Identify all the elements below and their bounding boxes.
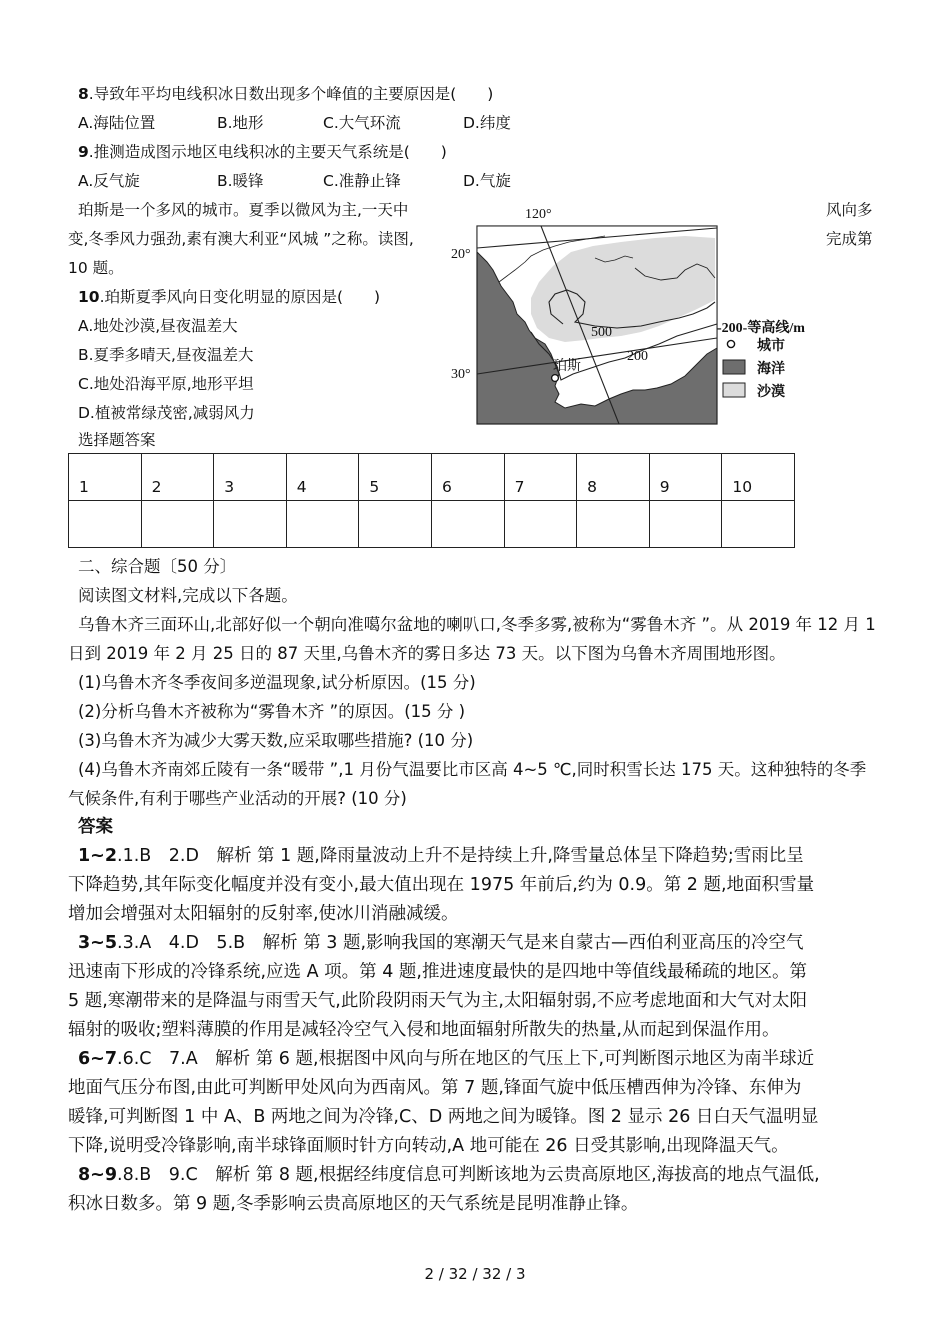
- table-header-cell: 4: [286, 454, 359, 501]
- answer-6-7-line-4: 下降,说明受冷锋影响,南半球锋面顺时针方向转动,A 地可能在 26 日受其影响,出现降温天气。: [68, 1136, 789, 1156]
- option-b: B.暖锋: [217, 172, 264, 190]
- legend-desert-label: 沙漠: [757, 385, 785, 400]
- answer-cell[interactable]: [69, 501, 142, 548]
- city-label: 珀斯: [553, 359, 581, 374]
- city-marker: [552, 375, 559, 382]
- table-header-cell: 2: [141, 454, 214, 501]
- legend-contour-label: -200-等高线/m: [717, 321, 805, 336]
- intro-line-2-tail: 完成第: [826, 230, 873, 248]
- answer-table: [68, 453, 795, 548]
- sub-question-4-line-1: (4)乌鲁木齐南郊丘陵有一条“暖带 ”,1 月份气温要比市区高 4~5 ℃,同时积雪长达 175 天。这种独特的冬季: [78, 760, 867, 779]
- answer-6-7-line-3: 暖锋,可判断图 1 中 A、B 两地之间为冷锋,C、D 两地之间为暖锋。图 2 显示 26 日白天气温明显: [68, 1107, 819, 1127]
- answer-8-9-line-2: 积冰日数多。第 9 题,冬季影响云贵高原地区的天气系统是昆明准静止锋。: [68, 1194, 639, 1214]
- answer-range: 1~2: [78, 846, 118, 866]
- contour-500-label: 500: [591, 325, 612, 340]
- option-c: C.地处沿海平原,地形平坦: [78, 375, 254, 393]
- sub-question-4-line-2: 气候条件,有利于哪些产业活动的开展? (10 分): [68, 789, 407, 808]
- answer-6-7-line-1: [68, 1045, 888, 1074]
- answer-1-2-line-2: 下降趋势,其年际变化幅度并没有变小,最大值出现在 1975 年前后,约为 0.9。第 2 题,地面积雪量: [68, 875, 815, 895]
- option-c: C.大气环流: [323, 114, 401, 132]
- table-header-cell: 10: [722, 454, 795, 501]
- answer-1-2-line-3: 增加会增强对太阳辐射的反射率,使冰川消融减缓。: [68, 904, 459, 924]
- legend-city-icon: [727, 340, 734, 347]
- contour-200-label: 200: [627, 349, 648, 364]
- answer-cell[interactable]: [359, 501, 432, 548]
- option-b: B.地形: [217, 114, 264, 132]
- answer-cell[interactable]: [141, 501, 214, 548]
- question-9: [78, 142, 447, 162]
- table-header-cell: 6: [431, 454, 504, 501]
- section-2: [68, 552, 888, 813]
- option-d: D.气旋: [463, 172, 511, 190]
- answer-table-caption: 选择题答案: [78, 431, 156, 449]
- legend-city-label: 城市: [757, 339, 785, 354]
- question-stem: .推测造成图示地区电线积冰的主要天气系统是( ): [88, 143, 447, 161]
- sub-question-1: (1)乌鲁木齐冬季夜间多逆温现象,试分析原因。(15 分): [78, 673, 476, 692]
- answer-cell[interactable]: [577, 501, 650, 548]
- question-number: 10: [78, 288, 100, 306]
- answer-cell[interactable]: [649, 501, 722, 548]
- page-footer: 2 / 32 / 32 / 3: [424, 1265, 526, 1283]
- legend-ocean-label: 海洋: [757, 362, 785, 377]
- answer-1-2-line-1: [68, 842, 888, 871]
- option-d: D.植被常绿茂密,减弱风力: [78, 404, 255, 422]
- sub-question-3: (3)乌鲁木齐为减少大雾天数,应采取哪些措施? (10 分): [78, 731, 474, 750]
- intro-line-1-tail: 风向多: [826, 201, 873, 219]
- answer-3-5-line-3: 5 题,寒潮带来的是降温与雨雪天气,此阶段阴雨天气为主,太阳辐射弱,不应考虑地面和大气对太阳: [68, 991, 807, 1011]
- answer-text: .3.A 4.D 5.B 解析 第 3 题,影响我国的寒潮天气是来自蒙古—西伯利亚高压的冷空气: [117, 933, 804, 953]
- question-number: 9: [78, 143, 89, 161]
- answer-cell[interactable]: [504, 501, 577, 548]
- answer-text: .6.C 7.A 解析 第 6 题,根据图中风向与所在地区的气压上下,可判断图示地区为南半球近: [117, 1049, 815, 1069]
- answer-text: .8.B 9.C 解析 第 8 题,根据经纬度信息可判断该地为云贵高原地区,海拔高的地点气温低,: [117, 1165, 820, 1185]
- material-line-2: 日到 2019 年 2 月 25 日的 87 天里,乌鲁木齐的雾日多达 73 天。以下图为乌鲁木齐周围地形图。: [68, 644, 786, 663]
- answer-range: 8~9: [78, 1165, 118, 1185]
- answer-cell[interactable]: [722, 501, 795, 548]
- option-a: A.反气旋: [78, 172, 140, 190]
- table-header-cell: 8: [577, 454, 650, 501]
- lat-bottom-label: 30°: [451, 367, 471, 382]
- table-answer-row: [69, 501, 795, 548]
- table-header-row: [69, 454, 795, 501]
- perth-map-figure: [445, 198, 845, 430]
- answers-title: 答案: [78, 817, 113, 837]
- legend-ocean-swatch: [723, 360, 745, 374]
- answer-cell[interactable]: [286, 501, 359, 548]
- answer-3-5-line-2: 迅速南下形成的冷锋系统,应选 A 项。第 4 题,推进速度最快的是四地中等值线最稀疏的地区。第: [68, 962, 807, 982]
- table-header-cell: 9: [649, 454, 722, 501]
- question-stem: .导致年平均电线积冰日数出现多个峰值的主要原因是( ): [88, 85, 494, 103]
- answer-6-7-line-2: 地面气压分布图,由此可判断甲处风向为西南风。第 7 题,锋面气旋中低压槽西伸为冷锋、东伸为: [68, 1078, 802, 1098]
- option-b: B.夏季多晴天,昼夜温差大: [78, 346, 254, 364]
- answer-3-5-line-1: [68, 929, 888, 958]
- sub-question-2: (2)分析乌鲁木齐被称为“雾鲁木齐 ”的原因。(15 分 ): [78, 702, 466, 721]
- answer-cell[interactable]: [431, 501, 504, 548]
- question-stem: .珀斯夏季风向日变化明显的原因是( ): [99, 288, 381, 306]
- option-a: A.海陆位置: [78, 114, 156, 132]
- lat-top-label: 20°: [451, 247, 471, 262]
- table-header-cell: 3: [214, 454, 287, 501]
- answer-range: 6~7: [78, 1049, 118, 1069]
- question-8: [78, 84, 493, 104]
- table-header-cell: 7: [504, 454, 577, 501]
- intro-line-1: 珀斯是一个多风的城市。夏季以微风为主,一天中: [78, 201, 409, 219]
- section-2-instruction: 阅读图文材料,完成以下各题。: [78, 586, 298, 605]
- answer-8-9-line-1: [68, 1161, 888, 1190]
- answer-text: .1.B 2.D 解析 第 1 题,降雨量波动上升不是持续上升,降雪量总体呈下降趋势;雪雨比呈: [117, 846, 804, 866]
- answer-range: 3~5: [78, 933, 118, 953]
- legend-desert-swatch: [723, 383, 745, 397]
- option-a: A.地处沙漠,昼夜温差大: [78, 317, 238, 335]
- lon-label: 120°: [525, 207, 552, 222]
- intro-line-3: 10 题。: [68, 259, 124, 277]
- table-header-cell: 5: [359, 454, 432, 501]
- option-d: D.纬度: [463, 114, 511, 132]
- answers-section: [68, 813, 888, 1219]
- section-2-title: 二、综合题〔50 分〕: [78, 557, 237, 576]
- material-line-1: 乌鲁木齐三面环山,北部好似一个朝向准噶尔盆地的喇叭口,冬季多雾,被称为“雾鲁木齐 ”。从 2019 年 12 月 1: [78, 615, 876, 634]
- answer-cell[interactable]: [214, 501, 287, 548]
- option-c: C.准静止锋: [323, 172, 401, 190]
- intro-line-2: 变,冬季风力强劲,素有澳大利亚“风城 ”之称。读图,: [68, 230, 414, 248]
- question-10: [78, 287, 380, 307]
- answer-3-5-line-4: 辐射的吸收;塑料薄膜的作用是减轻冷空气入侵和地面辐射所散失的热量,从而起到保温作用。: [68, 1020, 780, 1040]
- table-header-cell: 1: [69, 454, 142, 501]
- question-number: 8: [78, 85, 89, 103]
